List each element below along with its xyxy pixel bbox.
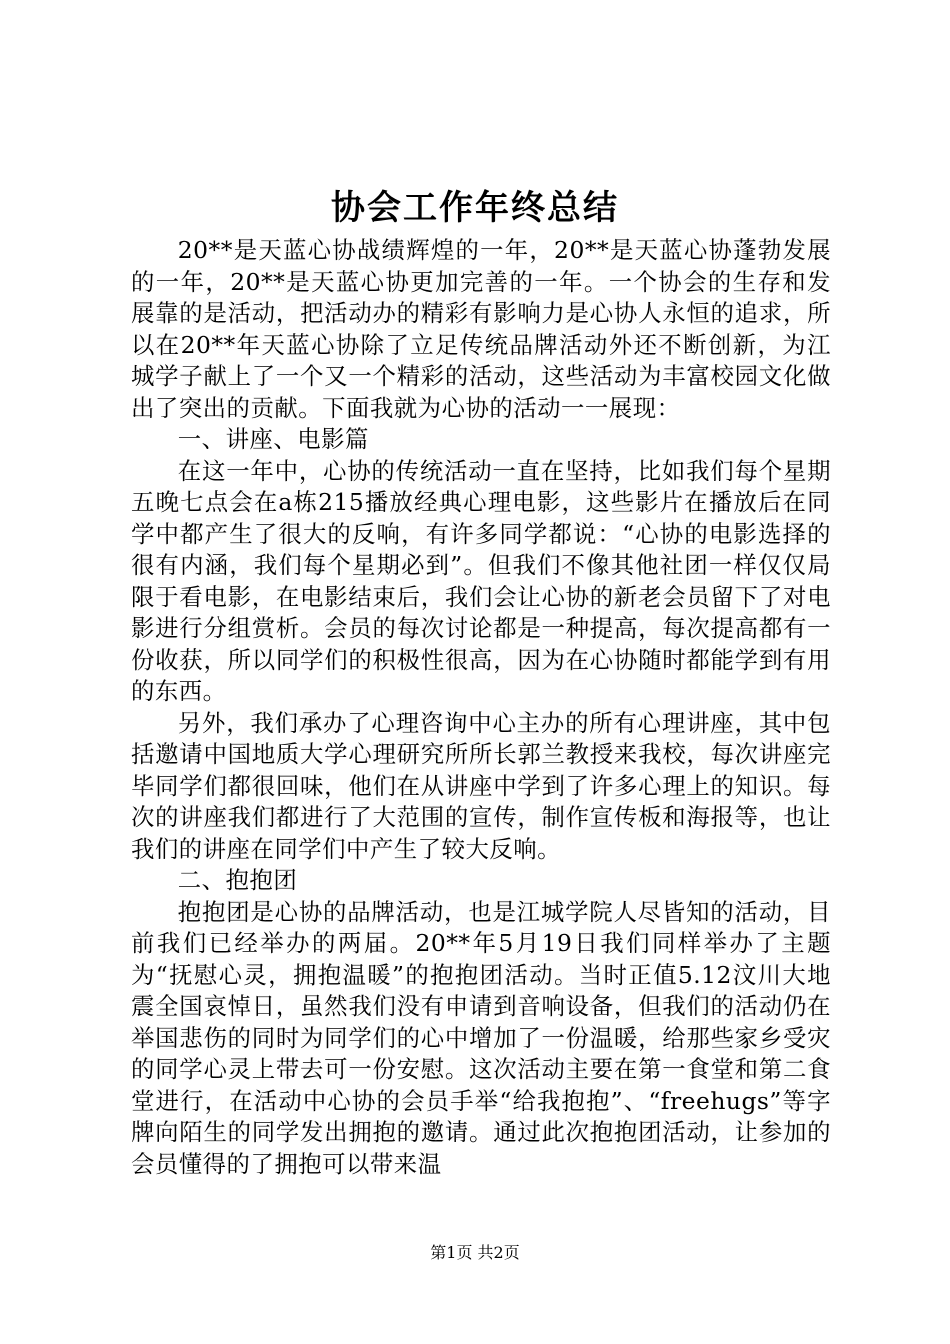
section-heading-lectures: 一、讲座、电影篇 [177, 425, 369, 453]
document-title: 协会工作年终总结 [331, 188, 619, 228]
page-footer: 第1页 共2页 [430, 1243, 520, 1262]
document-body [131, 235, 831, 1180]
lectures-paragraph-2: 另外，我们承办了心理咨询中心主办的所有心理讲座，其中包括邀请中国地质大学心理研究所所长郭兰教授来我校，每次讲座完毕同学们都很回味，他们在从讲座中学到了许多心理上的知识。每次的讲座我们都进行了大范围的宣传，制作宣传板和海报等，也让我们的讲座在同学们中产生了较大反响。 [131, 708, 831, 863]
hugs-paragraph: 抱抱团是心协的品牌活动，也是江城学院人尽皆知的活动，目前我们已经举办的两届。20**年5月19日我们同样举办了主题为“抚慰心灵，拥抱温暖”的抱抱团活动。当时正值5.12汶川大地震全国哀悼日，虽然我们没有申请到音响设备，但我们的活动仍在举国悲伤的同时为同学们的心中增加了一份温暖，给那些家乡受灾的同学心灵上带去可一份安慰。这次活动主要在第一食堂和第二食堂进行，在活动中心协的会员手举“给我抱抱”、“freehugs”等字牌向陌生的同学发出拥抱的邀请。通过此次抱抱团活动，让参加的会员懂得的了拥抱可以带来温 [131, 897, 831, 1178]
section-heading-hugs: 二、抱抱团 [177, 866, 298, 894]
intro-paragraph: 20**是天蓝心协战绩辉煌的一年，20**是天蓝心协蓬勃发展的一年，20**是天蓝心协更加完善的一年。一个协会的生存和发展靠的是活动，把活动办的精彩有影响力是心协人永恒的追求，所以在20**年天蓝心协除了立足传统品牌活动外还不断创新，为江城学子献上了一个又一个精彩的活动，这些活动为丰富校园文化做出了突出的贡献。下面我就为心协的活动一一展现： [131, 236, 831, 422]
lectures-paragraph-1: 在这一年中，心协的传统活动一直在坚持，比如我们每个星期五晚七点会在a栋215播放经典心理电影，这些影片在播放后在同学中都产生了很大的反响，有许多同学都说：“心协的电影选择的很有内涵，我们每个星期必到”。但我们不像其他社团一样仅仅局限于看电影，在电影结束后，我们会让心协的新老会员留下了对电影进行分组赏析。会员的每次讨论都是一种提高，每次提高都有一份收获，所以同学们的积极性很高，因为在心协随时都能学到有用的东西。 [131, 456, 831, 705]
